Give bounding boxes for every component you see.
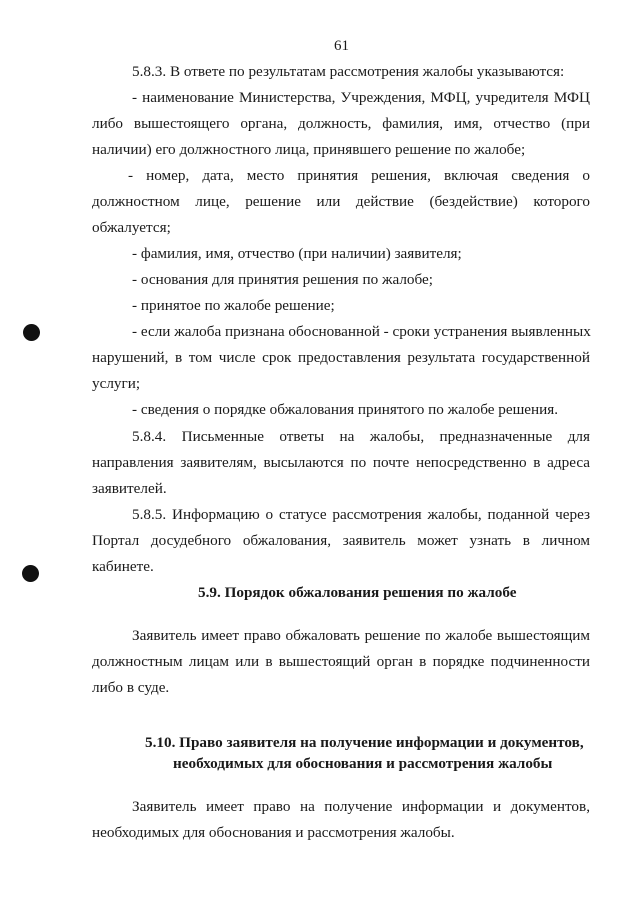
paragraph-line: наличии) его должностного лица, принявшего решение по жалобе; <box>92 141 526 158</box>
paragraph-line: - наименование Министерства, Учреждения, МФЦ, учредителя МФЦ <box>132 89 590 106</box>
page-number: 61 <box>334 38 349 54</box>
paragraph-line: - фамилия, имя, отчество (при наличии) заявителя; <box>132 245 462 262</box>
paragraph-line: 5.8.5. Информацию о статусе рассмотрения жалобы, поданной через <box>132 506 590 523</box>
paragraph-line: необходимых для обоснования и рассмотрения жалобы. <box>92 824 455 841</box>
paragraph-line: - сведения о порядке обжалования принятого по жалобе решения. <box>132 401 559 418</box>
paragraph-line: - основания для принятия решения по жалобе; <box>132 271 433 288</box>
paragraph-line: Заявитель имеет право на получение информации и документов, <box>132 798 590 815</box>
paragraph-line: - если жалоба признана обоснованной - сроки устранения выявленных <box>132 323 591 340</box>
paragraph-line: либо вышестоящего органа, должность, фамилия, имя, отчество (при <box>92 115 590 132</box>
punch-hole <box>23 324 40 341</box>
paragraph-line: услуги; <box>92 375 141 392</box>
paragraph-line: либо в суде. <box>92 679 170 696</box>
paragraph-line: обжалуется; <box>92 219 171 236</box>
paragraph-line: должностным лицам или в вышестоящий орган в порядке подчиненности <box>92 653 590 670</box>
section-heading: необходимых для обоснования и рассмотрения жалобы <box>173 755 553 772</box>
paragraph-line: Портал досудебного обжалования, заявитель может узнать в личном <box>92 532 590 549</box>
punch-hole <box>22 565 39 582</box>
paragraph-line: заявителей. <box>92 480 167 497</box>
paragraph-line: нарушений, в том числе срок предоставления результата государственной <box>92 349 590 366</box>
paragraph-line: направления заявителям, высылаются по почте непосредственно в адреса <box>92 454 590 471</box>
paragraph-line: кабинете. <box>92 558 154 575</box>
paragraph-line: 5.8.4. Письменные ответы на жалобы, предназначенные для <box>132 428 590 445</box>
section-heading: 5.10. Право заявителя на получение информации и документов, <box>145 734 584 751</box>
paragraph-line: 5.8.3. В ответе по результатам рассмотрения жалобы указываются: <box>132 63 565 80</box>
section-heading: 5.9. Порядок обжалования решения по жалобе <box>198 584 517 601</box>
paragraph-line: Заявитель имеет право обжаловать решение по жалобе вышестоящим <box>132 627 590 644</box>
paragraph-line: должностном лице, решение или действие (бездействие) которого <box>92 193 590 210</box>
paragraph-line: - номер, дата, место принятия решения, включая сведения о <box>128 167 590 184</box>
paragraph-line: - принятое по жалобе решение; <box>132 297 335 314</box>
